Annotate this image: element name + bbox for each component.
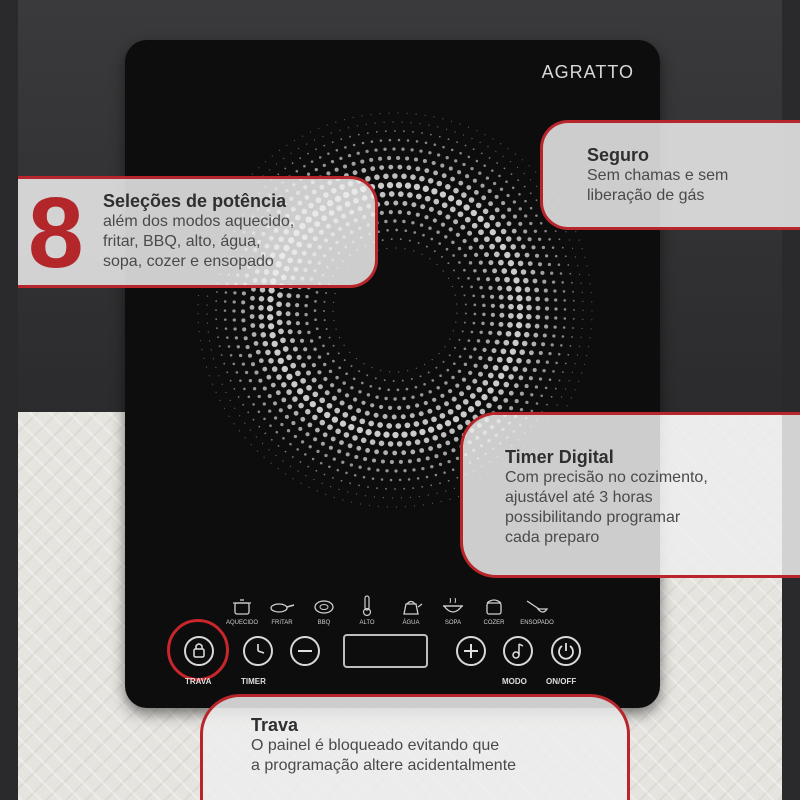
- kettle-icon: [399, 598, 423, 616]
- clock-icon: [245, 638, 271, 664]
- left-dark-band: [0, 0, 18, 800]
- power-count-number: 8: [28, 177, 84, 289]
- decrease-button[interactable]: [290, 636, 320, 666]
- callout-seguro-line: Sem chamas e sem: [587, 167, 729, 184]
- modo-button[interactable]: [503, 636, 533, 666]
- mode-label-sopa: SOPA: [444, 620, 462, 626]
- callout-seguro-title: Seguro: [587, 145, 650, 165]
- grill-pan-icon: [313, 599, 335, 615]
- callout-potencia-line: além dos modos aquecido,: [103, 213, 295, 230]
- mode-label-aquecido: AQUECIDO: [225, 620, 258, 626]
- onoff-label: ON/OFF: [546, 677, 577, 686]
- mode-label-agua: ÁGUA: [402, 620, 420, 626]
- callout-timer-line: ajustável até 3 horas: [505, 489, 653, 506]
- plus-icon: [458, 638, 484, 664]
- music-note-icon: [505, 638, 531, 664]
- pot-icon: [231, 598, 253, 616]
- modo-label: MODO: [502, 677, 527, 686]
- trava-button[interactable]: [184, 636, 214, 666]
- callout-trava-line: a programação altere acidentalmente: [251, 757, 517, 774]
- digital-display: [343, 634, 428, 668]
- frying-pan-icon: [269, 600, 295, 614]
- callout-timer-line: cada preparo: [505, 529, 600, 546]
- increase-button[interactable]: [456, 636, 486, 666]
- mode-label-bbq: BBQ: [317, 620, 331, 626]
- stock-pot-icon: [483, 597, 505, 616]
- mode-label-ensopado: ENSOPADO: [520, 620, 554, 626]
- callout-lock: [200, 694, 630, 800]
- timer-label: TIMER: [241, 677, 266, 686]
- callout-seguro-line: liberação de gás: [587, 187, 705, 204]
- mode-label-fritar: FRITAR: [271, 620, 293, 626]
- timer-button[interactable]: [243, 636, 273, 666]
- onoff-button[interactable]: [551, 636, 581, 666]
- callout-potencia-line: sopa, cozer e ensopado: [103, 253, 274, 270]
- lock-icon: [186, 638, 212, 664]
- callout-digital-timer: [460, 412, 800, 578]
- callout-safety: [540, 120, 800, 230]
- brand-logo: AGRATTO: [541, 62, 634, 82]
- trava-label: TRAVA: [185, 677, 212, 686]
- callout-potencia-line: fritar, BBQ, alto, água,: [103, 233, 261, 250]
- callout-power-selections: [18, 176, 378, 288]
- callout-timer-title: Timer Digital: [505, 447, 614, 467]
- callout-trava-title: Trava: [251, 715, 299, 735]
- callout-trava-line: O painel é bloqueado evitando que: [251, 737, 500, 754]
- mode-label-alto: ALTO: [359, 620, 375, 626]
- soup-bowl-icon: [441, 598, 465, 616]
- power-icon: [553, 638, 579, 664]
- ladle-icon: [525, 598, 549, 616]
- callout-timer-line: Com precisão no cozimento,: [505, 469, 708, 486]
- minus-icon: [292, 638, 318, 664]
- callout-potencia-title: Seleções de potência: [103, 191, 287, 211]
- thermometer-icon: [361, 595, 373, 617]
- mode-label-cozer: COZER: [483, 620, 505, 626]
- callout-timer-line: possibilitando programar: [505, 509, 681, 526]
